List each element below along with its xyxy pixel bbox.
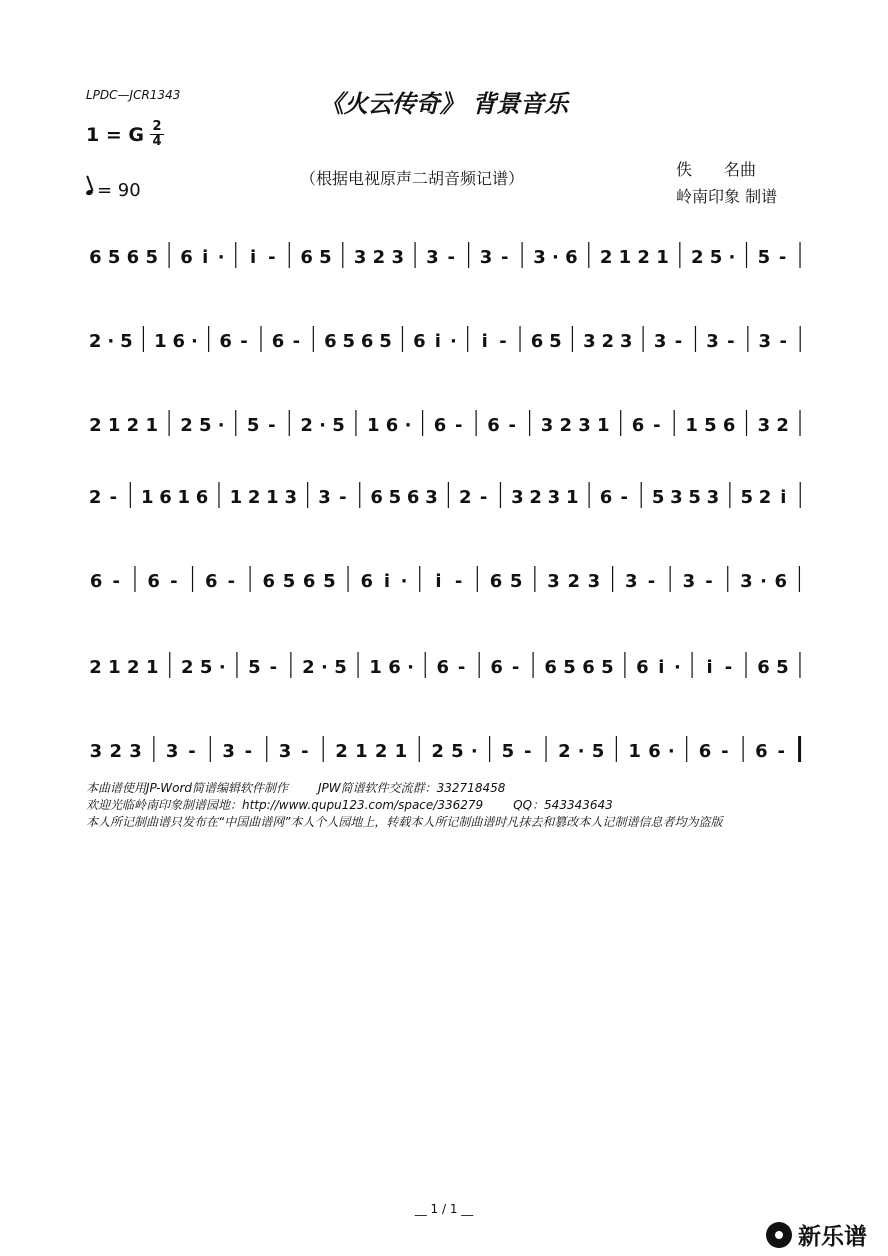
note: i [202, 247, 209, 268]
dash-note: - [724, 657, 733, 678]
note: 1 [565, 487, 579, 508]
note: 6 [360, 571, 373, 592]
note: i [383, 571, 391, 592]
note: 2 [300, 415, 313, 436]
page-title: 《火云传奇》 背景音乐 [319, 89, 569, 118]
note: 5 [709, 247, 723, 268]
note: 3 [578, 415, 591, 436]
dash-note: - [721, 741, 729, 762]
score-line-svg [86, 406, 808, 440]
note: 1 [394, 741, 408, 762]
note: 6 [757, 657, 770, 678]
note: i [481, 331, 488, 352]
note: 5 [107, 247, 121, 268]
dash-note: - [499, 331, 507, 352]
note: 5 [323, 571, 336, 592]
dot-extension: · [107, 331, 115, 352]
quarter-note-icon [85, 189, 93, 196]
score-line-svg [86, 732, 808, 766]
note: 2 [302, 657, 315, 678]
note: 5 [591, 741, 605, 762]
note: 6 [89, 247, 102, 268]
note: 2 [758, 487, 772, 508]
note: 6 [406, 487, 420, 508]
dot-extension: · [321, 657, 328, 678]
note: 2 [558, 741, 571, 762]
note: 3 [278, 741, 292, 762]
score-line-svg [86, 238, 808, 272]
footer-group: JPW简谱软件交流群：332718458 [318, 781, 506, 795]
dash-note: - [479, 487, 488, 508]
credits [676, 156, 777, 210]
note: 3 [653, 331, 667, 352]
score-line [86, 732, 808, 766]
dot-extension: · [218, 657, 226, 678]
note: 1 [145, 657, 159, 678]
dot-extension: · [760, 571, 767, 592]
note: 2 [109, 741, 122, 762]
note: 1 [355, 741, 368, 762]
footer-website[interactable]: 欢迎光临岭南印象制谱园地：http://www.qupu123.com/space/336279 [86, 798, 484, 812]
note: 1 [229, 487, 243, 508]
note: 6 [631, 415, 645, 436]
note: 2 [372, 247, 386, 268]
note: 3 [89, 741, 103, 762]
note: 3 [740, 571, 753, 592]
note: 2 [637, 247, 650, 268]
note: 2 [247, 487, 261, 508]
note: 1 [656, 247, 669, 268]
note: 3 [706, 331, 719, 352]
note: 6 [436, 657, 450, 678]
meter-top: 2 [150, 120, 164, 135]
dash-note: - [109, 487, 118, 508]
note: 2 [88, 331, 102, 352]
dash-note: - [112, 571, 121, 592]
dash-note: - [778, 247, 787, 268]
note: 1 [367, 415, 380, 436]
dot-extension: · [577, 741, 585, 762]
note: 5 [379, 331, 392, 352]
note: 6 [582, 657, 595, 678]
dot-extension: · [217, 247, 225, 268]
note: i [706, 657, 713, 678]
note: 3 [165, 741, 179, 762]
note: 3 [479, 247, 493, 268]
note: 2 [89, 657, 102, 678]
score-line [86, 478, 808, 512]
note: 3 [353, 247, 367, 268]
note: 6 [204, 571, 218, 592]
note: 5 [120, 331, 133, 352]
note: 6 [172, 331, 186, 352]
note: 6 [530, 331, 544, 352]
key-signature: 1 = G [86, 124, 144, 146]
note: 6 [599, 487, 613, 508]
dot-extension: · [404, 415, 412, 436]
note: 5 [601, 657, 614, 678]
note: 6 [489, 571, 503, 592]
note: 5 [509, 571, 523, 592]
note: 3 [129, 741, 142, 762]
note: 6 [370, 487, 383, 508]
dash-note: - [268, 415, 276, 436]
note: 5 [776, 657, 789, 678]
note: 5 [688, 487, 701, 508]
note: 6 [324, 331, 337, 352]
note: 5 [651, 487, 665, 508]
dash-note: - [620, 487, 629, 508]
note: 6 [774, 571, 788, 592]
note: 5 [740, 487, 754, 508]
score-line-svg [86, 478, 808, 512]
note: 6 [433, 415, 447, 436]
note: 5 [501, 741, 515, 762]
score-line [86, 648, 808, 682]
meter-bottom: 4 [152, 134, 162, 149]
note: 5 [246, 415, 260, 436]
note: 5 [334, 657, 347, 678]
dash-note: - [454, 571, 463, 592]
dash-note: - [240, 331, 248, 352]
note: 1 [369, 657, 382, 678]
note: 3 [318, 487, 331, 508]
note: 5 [342, 331, 355, 352]
note: 3 [583, 331, 596, 352]
note: 6 [385, 415, 399, 436]
dot-extension: · [728, 247, 736, 268]
note: 6 [648, 741, 661, 762]
note: 3 [547, 487, 561, 508]
note: 6 [413, 331, 426, 352]
note: 2 [88, 487, 102, 508]
note: 6 [219, 331, 232, 352]
note: 3 [540, 415, 554, 436]
note: 2 [126, 415, 140, 436]
note: 3 [706, 487, 720, 508]
note: 3 [619, 331, 633, 352]
note: 5 [332, 415, 345, 436]
note: 5 [198, 415, 212, 436]
note: 6 [147, 571, 160, 592]
note: 1 [108, 657, 121, 678]
note: 6 [487, 415, 500, 436]
note: 2 [89, 415, 102, 436]
note: 1 [177, 487, 191, 508]
dash-note: - [227, 571, 236, 592]
note: 1 [145, 415, 158, 436]
note: 6 [722, 415, 736, 436]
note: 3 [547, 571, 560, 592]
tempo-value: = 90 [97, 180, 141, 201]
note: i [434, 331, 441, 352]
note: 6 [159, 487, 172, 508]
note: 5 [319, 247, 332, 268]
note: 5 [248, 657, 261, 678]
note: 3 [284, 487, 297, 508]
dash-note: - [779, 331, 787, 352]
dash-note: - [170, 571, 178, 592]
dot-extension: · [673, 657, 681, 678]
note: 5 [549, 331, 562, 352]
dot-extension: · [217, 415, 225, 436]
note: 3 [391, 247, 404, 268]
note: 6 [126, 247, 140, 268]
note: 6 [302, 571, 316, 592]
note: 1 [597, 415, 610, 436]
dash-note: - [777, 741, 786, 762]
score-code: LPDC—JCR1343 [86, 88, 181, 102]
dash-note: - [454, 415, 463, 436]
note: 5 [757, 247, 771, 268]
note: 3 [670, 487, 683, 508]
composer: 佚 名曲 [676, 160, 757, 179]
dash-note: - [188, 741, 196, 762]
note: 6 [544, 657, 557, 678]
note: 3 [222, 741, 235, 762]
note: 5 [282, 571, 296, 592]
note: i [658, 657, 665, 678]
note: 2 [127, 657, 140, 678]
note: 3 [625, 571, 638, 592]
note: 3 [682, 571, 696, 592]
note: 2 [374, 741, 388, 762]
note: 5 [451, 741, 464, 762]
note: 3 [758, 331, 772, 352]
dot-extension: · [400, 571, 408, 592]
note: 6 [490, 657, 503, 678]
dash-note: - [457, 657, 466, 678]
note: 6 [636, 657, 649, 678]
note: 6 [565, 247, 578, 268]
note: 2 [459, 487, 472, 508]
note: 5 [563, 657, 576, 678]
dash-note: - [727, 331, 735, 352]
note: 6 [180, 247, 193, 268]
note: 2 [529, 487, 542, 508]
dash-note: - [523, 741, 532, 762]
note: 1 [266, 487, 279, 508]
page-number-text: 1 / 1 [430, 1202, 458, 1216]
dash-note: - [447, 247, 455, 268]
note: 6 [755, 741, 768, 762]
dash-note: - [500, 247, 509, 268]
score-line [86, 238, 808, 272]
dash-note: - [511, 657, 520, 678]
note: 1 [140, 487, 154, 508]
note: 1 [107, 415, 121, 436]
brand-logo [766, 1218, 867, 1251]
dash-note: - [269, 657, 278, 678]
record-icon [766, 1222, 792, 1248]
score-line-svg [86, 562, 808, 596]
note: 2 [776, 415, 789, 436]
note: 2 [567, 571, 580, 592]
score-line-svg [86, 648, 808, 682]
note: 3 [757, 415, 771, 436]
note: 6 [89, 571, 103, 592]
note: 6 [195, 487, 209, 508]
source-note: （根据电视原声二胡音频记谱） [300, 169, 525, 188]
dot-extension: · [407, 657, 414, 678]
dash-note: - [705, 571, 713, 592]
note: 3 [426, 247, 439, 268]
note: 6 [300, 247, 313, 268]
note: 2 [601, 331, 615, 352]
dot-extension: · [470, 741, 478, 762]
note: 3 [533, 247, 546, 268]
dash-note: - [647, 571, 656, 592]
time-signature [150, 120, 164, 149]
note: 3 [511, 487, 524, 508]
note: 2 [180, 657, 194, 678]
arranger: 岭南印象 制谱 [676, 187, 778, 206]
dot-extension: · [667, 741, 675, 762]
note: i [250, 247, 257, 268]
page-number: __ 1 / 1 __ [414, 1202, 474, 1216]
note: 2 [180, 415, 193, 436]
dash-note: - [292, 331, 301, 352]
score-line [86, 562, 808, 596]
note: 3 [425, 487, 438, 508]
note: 1 [154, 331, 167, 352]
note: 6 [388, 657, 401, 678]
dash-note: - [653, 415, 661, 436]
footer-qq: QQ：543343643 [513, 798, 613, 812]
dot-extension: · [190, 331, 198, 352]
note: 6 [360, 331, 374, 352]
dash-note: - [674, 331, 683, 352]
note: 2 [431, 741, 444, 762]
footer-notes [86, 780, 722, 831]
dot-extension: · [450, 331, 457, 352]
tempo-marking [86, 180, 141, 201]
footer-software: 本曲谱使用JP-Word简谱编辑软件制作 [86, 781, 288, 795]
dash-note: - [268, 247, 276, 268]
note: 1 [618, 247, 632, 268]
dash-note: - [301, 741, 309, 762]
score-line [86, 322, 808, 356]
note: 2 [335, 741, 348, 762]
score-line [86, 406, 808, 440]
brand-name: 新乐谱 [798, 1224, 867, 1250]
note: 3 [587, 571, 601, 592]
note: 1 [628, 741, 641, 762]
note: 1 [685, 415, 698, 436]
dot-extension: · [319, 415, 327, 436]
note: 5 [704, 415, 717, 436]
dash-note: - [508, 415, 516, 436]
note: i [780, 487, 787, 508]
dash-note: - [244, 741, 253, 762]
note: i [435, 571, 442, 592]
note: 6 [262, 571, 276, 592]
score-line-svg [86, 322, 808, 356]
dot-extension: · [552, 247, 559, 268]
note: 2 [599, 247, 613, 268]
dash-note: - [339, 487, 347, 508]
note: 5 [199, 657, 213, 678]
note: 2 [690, 247, 704, 268]
footer-copyright: 本人所记制曲谱只发布在“中国曲谱网”本人个人园地上，转载本人所记制曲谱时凡抹去和篡改本人记制谱信息者均为盗版 [86, 815, 723, 829]
note: 5 [388, 487, 402, 508]
note: 5 [145, 247, 158, 268]
note: 2 [559, 415, 573, 436]
note: 6 [271, 331, 285, 352]
note: 6 [698, 741, 712, 762]
